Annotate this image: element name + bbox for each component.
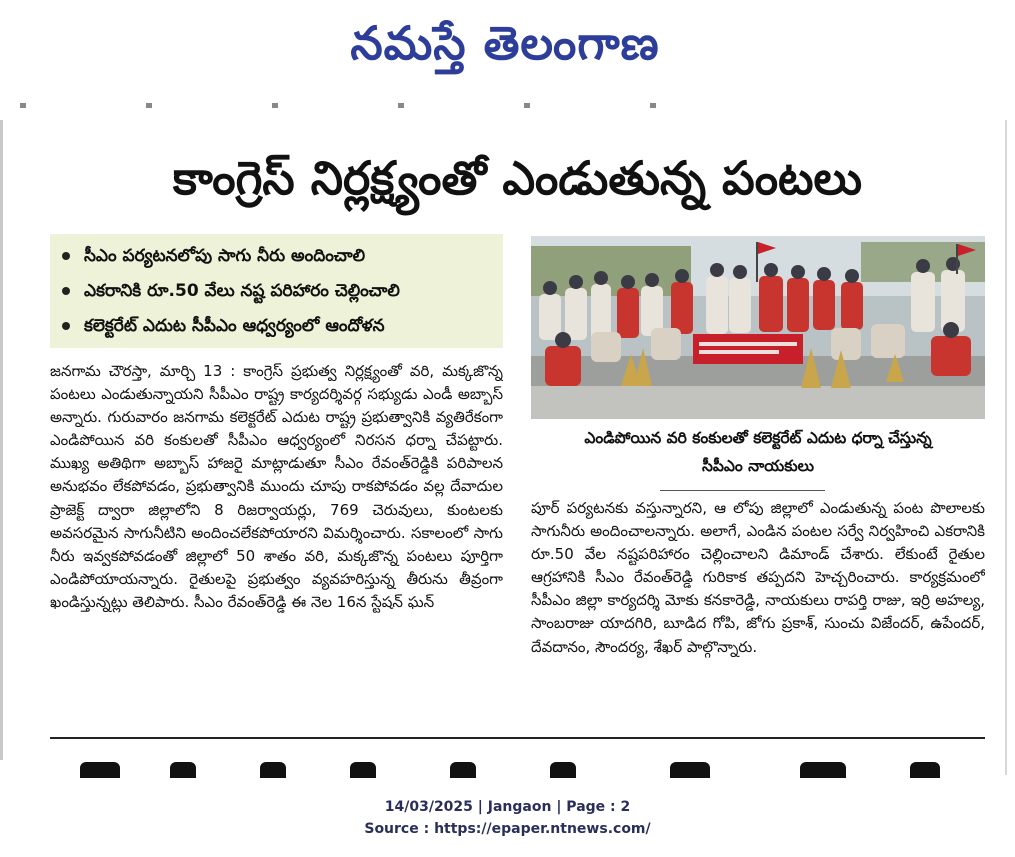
highlight-item xyxy=(62,311,502,341)
caption-divider xyxy=(660,490,825,491)
highlight-item xyxy=(62,241,502,271)
protest-photo-image xyxy=(531,236,985,419)
highlight-text: కలెక్టరేట్ ఎదుట సీపీఎం ఆధ్వర్యంలో ఆందోళన xyxy=(84,316,385,336)
edition-info: 14/03/2025 | Jangaon | Page : 2 xyxy=(384,799,631,815)
highlight-text: సీఎం పర్యటనలోపు సాగు నీరు అందించాలి xyxy=(84,246,366,266)
left-column-rule xyxy=(0,120,3,760)
article-body-column-left xyxy=(50,360,503,715)
highlight-text: ఎకరానికి రూ.50 వేలు నష్ట పరిహారం చెల్లించాలి xyxy=(84,281,400,301)
bullet-icon xyxy=(62,322,70,330)
photo-caption-line: ఎండిపోయిన వరి కంకులతో కలెక్టరేట్ ఎదుట ధర్నా చేస్తున్న xyxy=(584,429,932,447)
article-body-column-right xyxy=(531,497,985,717)
bullet-icon xyxy=(62,287,70,295)
cut-off-next-headline xyxy=(50,744,985,778)
article-headline: కాంగ్రెస్ నిర్లక్ష్యంతో ఎండుతున్న పంటలు xyxy=(172,151,863,205)
photo-caption-line: సీపీఎం నాయకులు xyxy=(701,457,815,475)
page-footer xyxy=(0,796,1015,840)
right-column-rule xyxy=(1005,120,1007,775)
bullet-icon xyxy=(62,252,70,260)
photo-caption xyxy=(531,424,985,482)
cut-off-text-line xyxy=(20,94,900,108)
masthead xyxy=(0,0,1015,100)
source-link[interactable]: Source : https://epaper.ntnews.com/ xyxy=(364,821,651,837)
highlights-box xyxy=(50,234,503,348)
highlight-item xyxy=(62,276,502,306)
protest-photo xyxy=(531,236,985,419)
article-body-text: పూర్ పర్యటనకు వస్తున్నారని, ఆ లోపు జిల్లాలో ఎండుతున్న పంట పొలాలకు సాగునీరు అందించాలన్నారు. అలాగే, ఎండిన పంటల సర్వే నిర్వహించి ఎకరానికి రూ.50 వేల నష్టపరిహారం చెల్లించాలని డిమాండ్ చేశారు. లేకుంటే రైతుల ఆగ్రహానికి సీఎం రేవంత్‌రెడ్డి గురికాక తప్పదని హెచ్చరించారు. కార్యక్రమంలో సీపీఎం జిల్లా కార్యదర్శి మోకు కనకారెడ్డి, నాయకులు రాపర్తి రాజు, ఇర్రి అహల్య, సాంబరాజు యాదగిరి, బూడిద గోపి, జోగు ప్రకాశ్, సుంచు విజేందర్, ఉపేందర్, దేవదానం, సౌందర్య, శేఖర్ పాల్గొన్నారు. xyxy=(531,499,985,656)
article-body-text: జనగామ చౌరస్తా, మార్చి 13 : కాంగ్రెస్ ప్రభుత్వ నిర్లక్ష్యంతో వరి, మక్కజొన్న పంటలు ఎండుతున్నాయని సీపీఎం రాష్ట్ర కార్యదర్శివర్గ సభ్యుడు ఎండీ అబ్బాస్ అన్నారు. గురువారం జనగామ కలెక్టరేట్ ఎదుట రాష్ట్ర ప్రభుత్వానికి వ్యతిరేకంగా ఎండిపోయిన వరి కంకులతో సీపీఎం ఆధ్వర్యంలో నిరసన ధర్నా చేపట్టారు. ముఖ్య అతిథిగా అబ్బాస్ హాజరై మాట్లాడుతూ సీఎం రేవంత్‌రెడ్డికి పరిపాలన అనుభవం లేకపోవడం, ప్రభుత్వానికి ముందు చూపు రాకపోవడం వల్ల దేవాదుల ప్రాజెక్ట్ ద్వారా జిల్లాలోని 8 రిజర్వాయర్లు, 769 చెరువులు, కుంటలకు అవసరమైన సాగునీటిని అందించలేకపోయారని విమర్శించారు. సకాలంలో సాగు నీరు ఇవ్వకపోవడంతో జిల్లాలో 50 శాతం వరి, మక్కజొన్న పంటలు పూర్తిగా ఎండిపోయాయన్నారు. రైతులపై ప్రభుత్వం వ్యవహరిస్తున్న తీరును తీవ్రంగా ఖండిస్తున్నట్లు తెలిపారు. సీఎం రేవంత్‌రెడ్డి ఈ నెల 16న స్టేషన్ ఘన్ xyxy=(50,362,503,611)
article-end-rule xyxy=(50,737,985,739)
newspaper-logo: నమస్తే తెలంగాణ xyxy=(350,16,660,70)
